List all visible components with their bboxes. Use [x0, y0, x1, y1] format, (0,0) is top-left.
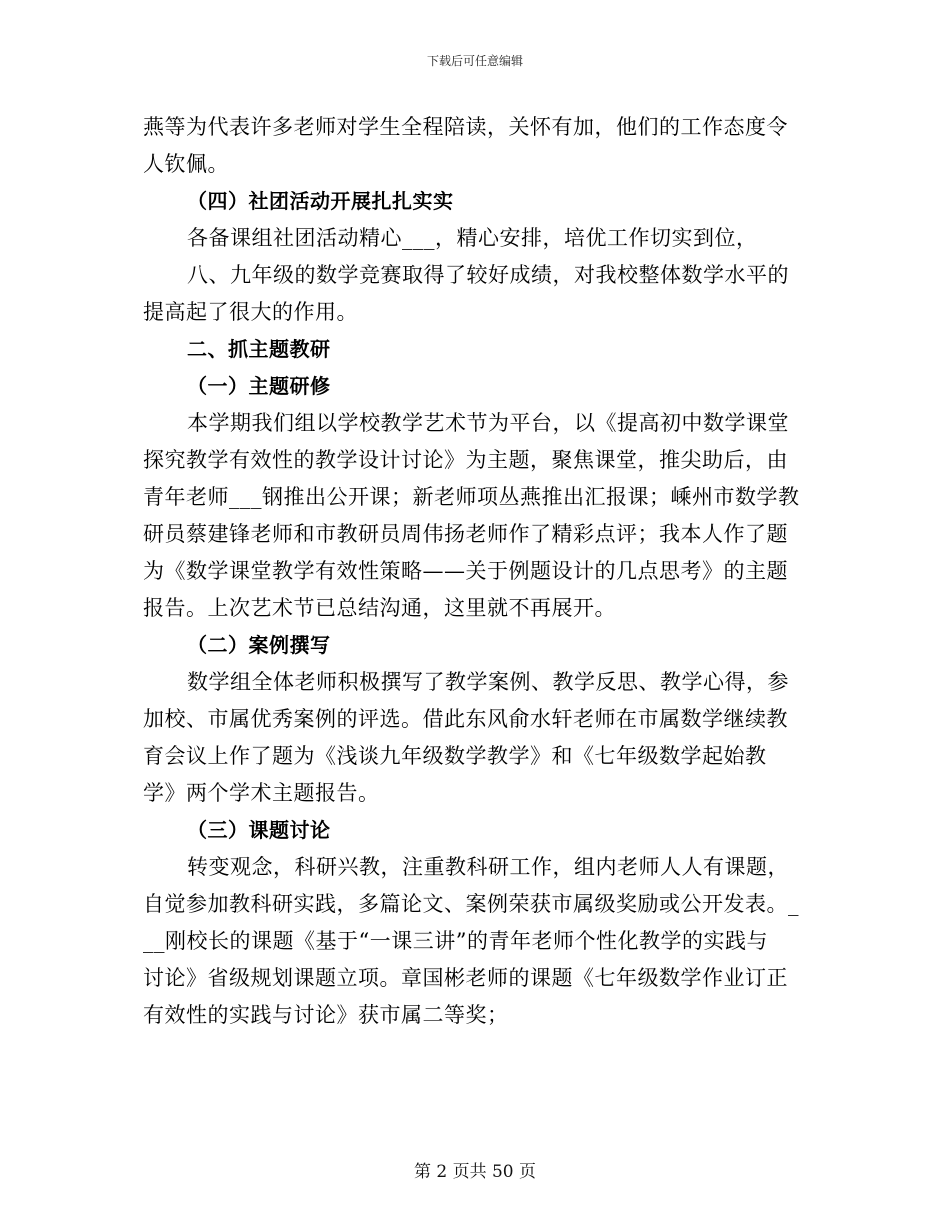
- paragraph-line: __刚校长的课题《基于“一课三讲”的青年老师个性化教学的实践与: [143, 929, 768, 953]
- paragraph-line: 探究教学有效性的教学设计讨论》为主题，聚焦课堂，推尖助后，由: [143, 448, 788, 472]
- section-heading: （四）社团活动开展扎扎实实: [187, 189, 454, 213]
- page-number: 第 2 页共 50 页: [413, 1162, 537, 1182]
- paragraph-line: 人钦佩。: [143, 152, 229, 176]
- paragraph-line: 燕等为代表许多老师对学生全程陪读，关怀有加，他们的工作态度令: [143, 115, 788, 139]
- paragraph-line: 本学期我们组以学校教学艺术节为平台，以《提高初中数学课堂: [187, 411, 789, 435]
- paragraph-line: 育会议上作了题为《浅谈九年级数学教学》和《七年级数学起始教: [143, 744, 767, 768]
- paragraph-line: 加校、市属优秀案例的评选。借此东风俞水轩老师在市属数学继续教: [143, 707, 788, 731]
- paragraph-line: 青年老师___钢推出公开课；新老师项丛燕推出汇报课；嵊州市数学教: [143, 485, 800, 509]
- header-note: 下载后可任意编辑: [426, 54, 523, 68]
- paragraph-line: 提高起了很大的作用。: [143, 300, 358, 324]
- paragraph-line: 学》两个学术主题报告。: [143, 781, 380, 805]
- paragraph-line: 为《数学课堂教学有效性策略——关于例题设计的几点思考》的主题: [143, 559, 788, 583]
- paragraph-line: 研员蔡建锋老师和市教研员周伟扬老师作了精彩点评；我本人作了题: [143, 522, 788, 546]
- paragraph-line: 讨论》省级规划课题立项。章国彬老师的课题《七年级数学作业订正: [143, 966, 788, 990]
- paragraph-line: 自觉参加教科研实践，多篇论文、案例荣获市属级奖励或公开发表。_: [143, 892, 799, 916]
- document-body: [143, 109, 803, 1034]
- paragraph-line: 各备课组社团活动精心___，精心安排，培优工作切实到位，: [187, 226, 758, 250]
- paragraph-line: 数学组全体老师积极撰写了教学案例、教学反思、教学心得，参: [187, 670, 789, 694]
- paragraph-line: 报告。上次艺术节已总结沟通，这里就不再展开。: [143, 596, 616, 620]
- section-heading: （二）案例撰写: [187, 633, 331, 657]
- section-heading: （三）课题讨论: [187, 818, 331, 842]
- paragraph-line: 八、九年级的数学竞赛取得了较好成绩，对我校整体数学水平的: [187, 263, 789, 287]
- paragraph-line: 转变观念，科研兴教，注重教科研工作，组内老师人人有课题，: [187, 855, 789, 879]
- section-heading: 二、抓主题教研: [187, 337, 331, 361]
- paragraph-line: 有效性的实践与讨论》获市属二等奖；: [143, 1003, 509, 1027]
- section-heading: （一）主题研修: [187, 374, 331, 398]
